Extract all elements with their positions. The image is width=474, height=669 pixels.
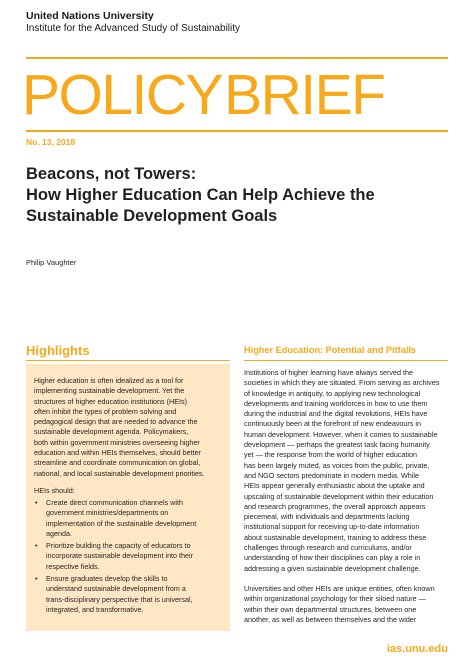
text-line: Institutions of higher learning have always served the xyxy=(244,368,414,377)
highlights-intro xyxy=(34,376,226,479)
paragraph xyxy=(244,584,448,625)
text-line: has been largely muted, as voices from the public, private, xyxy=(244,460,430,470)
text-line: government ministries/departments on xyxy=(46,508,169,518)
list-item xyxy=(34,574,226,615)
paragraph xyxy=(244,368,448,574)
text-line: challenges through research and curriculums, and/or xyxy=(244,543,412,553)
text-line: of knowledge in antiquity, to applying new technological xyxy=(244,388,421,398)
text-line: another, as well as between themselves and the wider xyxy=(244,614,417,624)
text-line: within organizational psychology for their siloed nature — xyxy=(244,594,426,604)
text-line: both within government ministries overseeing higher xyxy=(34,437,200,447)
text-line: structures of higher education institutions (HEIs) xyxy=(34,396,188,406)
text-line: implementing sustainable development. Yet the xyxy=(34,386,185,396)
bullet-icon: • xyxy=(35,541,38,551)
document-title xyxy=(26,164,456,227)
author-name: Philip Vaughter xyxy=(26,258,77,267)
text-line: and NGO sectors predominate in modern media. While xyxy=(244,470,419,480)
text-line: often inhibit the types of problem solving and xyxy=(34,406,177,416)
text-line: pedagogical design that are needed to advance the xyxy=(34,417,198,427)
top-rule xyxy=(26,57,448,59)
text-line: Ensure graduates develop the skills to xyxy=(46,574,168,584)
text-line: within their own departmental structures, between one xyxy=(244,604,417,614)
organization-name: United Nations University xyxy=(26,10,154,22)
text-line: sustainable development agenda. Policymakers, xyxy=(34,427,189,437)
banner-word-brief: BRIEF xyxy=(224,63,385,127)
text-line: development — perhaps the greatest task facing humanity xyxy=(244,440,430,450)
text-line: streamline and coordinate communication on global, xyxy=(34,458,201,468)
text-line: HEIs appear generally enthusiastic about the uptake and xyxy=(244,481,425,491)
bullet-icon: • xyxy=(35,574,38,584)
text-line: Create direct communication channels with xyxy=(46,498,184,507)
text-line: trans-disciplinary perspective that is universal, xyxy=(46,594,193,604)
text-line: yet — the response from the world of higher education xyxy=(244,450,417,460)
list-item xyxy=(34,498,226,539)
section-heading: Higher Education: Potential and Pitfalls xyxy=(244,345,417,355)
title-line: How Higher Education Can Help Achieve the xyxy=(26,186,375,204)
text-line: Prioritize building the capacity of educators to xyxy=(46,541,191,551)
institute-name: Institute for the Advanced Study of Sustainability xyxy=(26,23,241,34)
banner-word-policy: POLICY xyxy=(22,63,223,127)
text-line: Universities and other HEIs are unique entities, often known xyxy=(244,583,435,593)
highlights-list xyxy=(34,498,226,617)
footer-url[interactable]: ias.unu.edu xyxy=(386,643,448,655)
heis-should-label: HEIs should: xyxy=(34,486,75,495)
highlights-heading: Highlights xyxy=(26,343,90,358)
banner-rule xyxy=(26,130,448,132)
text-line: societies in which they are situated. From serving as archives xyxy=(244,378,440,388)
text-line: human development. However, when it comes to sustainable xyxy=(244,429,438,439)
section-body xyxy=(244,368,448,625)
text-line: incorporate sustainable development into their xyxy=(46,551,194,561)
text-line: integrated, and transformative. xyxy=(46,604,144,614)
title-line: Beacons, not Towers: xyxy=(26,165,197,183)
section-rule xyxy=(244,360,448,361)
list-item xyxy=(34,541,226,572)
text-line: understanding of how their disciplines can play a role in xyxy=(244,553,421,563)
text-line: education and within HEIs themselves, should better xyxy=(34,448,202,458)
text-line: piecemeal, with individuals and departments lacking xyxy=(244,512,410,522)
text-line: implementation of the sustainable development xyxy=(46,518,197,528)
policy-brief-banner xyxy=(22,62,384,128)
text-line: respective fields. xyxy=(46,561,100,571)
text-line: continuously been at the forefront of new endeavours in xyxy=(244,419,422,429)
text-line: developments and training workforces in how to use them xyxy=(244,398,428,408)
text-line: about sustainable development, training to address these xyxy=(244,532,427,542)
text-line: during the industrial and the digital revolutions, HEIs have xyxy=(244,409,428,419)
title-line: Sustainable Development Goals xyxy=(26,207,278,225)
highlights-rule xyxy=(26,360,230,361)
text-line: understand sustainable development from a xyxy=(46,584,186,594)
text-line: Higher education is often idealized as a tool for xyxy=(34,376,184,385)
text-line: institutional support for receiving up-to-date information xyxy=(244,522,420,532)
issue-number: No. 13, 2018 xyxy=(26,137,76,147)
text-line: agenda. xyxy=(46,528,72,538)
bullet-icon: • xyxy=(35,498,38,507)
text-line: addressing a given sustainable development challenge. xyxy=(244,563,421,573)
text-line: upscaling of sustainable development within their education xyxy=(244,491,434,501)
text-line: national, and local sustainable development priorities. xyxy=(34,468,205,478)
text-line: and research programmes, the overall approach appears xyxy=(244,501,426,511)
